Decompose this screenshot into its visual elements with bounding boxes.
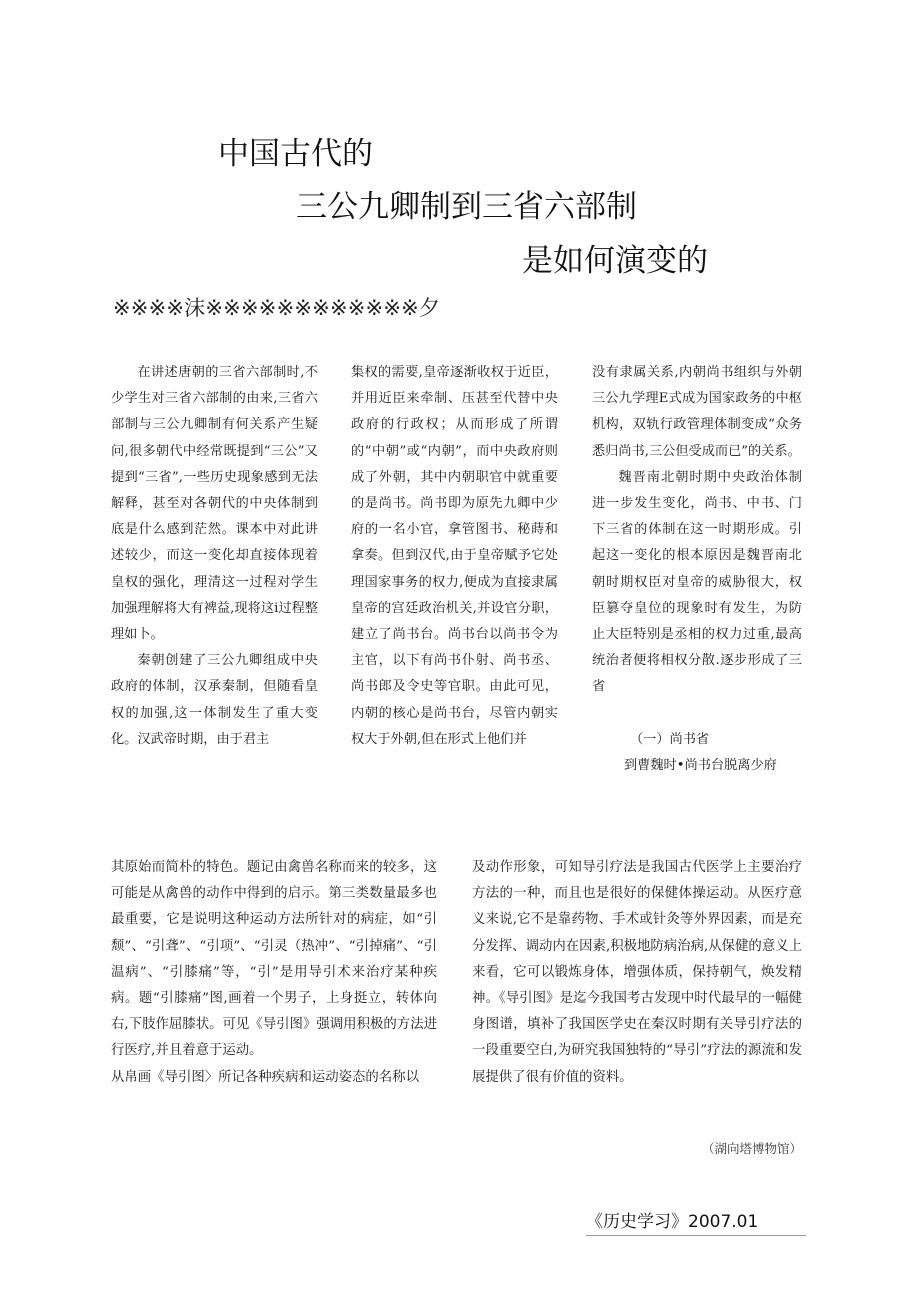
article-column-3	[592, 360, 802, 779]
section-heading: （一）尚书省	[630, 731, 710, 747]
journal-name: 《历史学习》	[586, 1212, 688, 1232]
article-column-1	[111, 360, 318, 753]
title-line-1: 中国古代的	[218, 136, 373, 172]
section-lead: 到曹魏时•尚书台脱离少府	[624, 757, 777, 773]
author-credit: （湖向塔博物馆）	[701, 1141, 802, 1156]
insert-column-left	[111, 855, 437, 1091]
paragraph: 魏晋南北朝时期中央政治体制进一步发生变化，尚书、中书、门下三省的体制在这一时期形成。引起这一变化的根本原因是魏晋南北朝时期权臣对皇帝的威胁很大，权臣篡夺皇位的现象时有发生，为防止大臣特别是丞相的权力过重,最高统治者便将相权分散.逐步形成了三省	[592, 469, 802, 695]
paragraph: 没有隶属关系,内朝尚书组织与外朝三公九学理E式成为国家政务的中枢机构，双轨行政管理体制变成“众务悉归尚书,三公但受成而已”的关系。	[592, 365, 802, 459]
decorative-divider: ※※※※沫※※※※※※※※※※※※夕	[113, 296, 441, 320]
title-line-3: 是如何演变的	[522, 243, 708, 279]
paragraph: 从帛画《导引图〉所记各种疾病和运动姿态的名称以	[111, 1069, 419, 1085]
article-column-2	[351, 360, 558, 753]
title-line-2: 三公九卿制到三省六部制	[296, 189, 637, 225]
paragraph: 在讲述唐朝的三省六部制时,不少学生对三省六部制的由来,三省六部制与三公九卿制有何关系产生疑问,很多朝代中经常既提到“三公”又提到“三省”,一些历史现象感到无法解释，甚至对各朝代的中央体制到底是什么感到茫然。课本中对此讲述较少，而这一变化却直接体现着皇权的强化，理清这一过程对学生加强理解将大有裨益,现将这i过程整理如卜。	[111, 365, 318, 643]
paragraph: 其原始而简朴的特色。题记由禽兽名称而来的较多，这可能是从禽兽的动作中得到的启示。第三类数量最多也最重要，它是说明这种运动方法所针对的病症，如“引颓”、“引聋”、“引项”、“引灵（热冲”、“引掉痛”、“引温病”、“引膝痛”等，“引”是用导引术来治疗某种疾病。题“引膝痛”图,画着一个男子，上身挺立，转体向右,下肢作屈膝状。可见《导引图》强调用积极的方法进行医疗,并且着意于运动。	[111, 860, 437, 1059]
paragraph: 及动作形象，可知导引疗法是我国古代医学上主要治疗方法的一种，而且也是很好的保健体操运动。从医疗意义来说,它不是靠药物、手术或针灸等外界因素，而是充分发挥、调动内在因素,积极地防病治病,从保健的意义上来看，它可以锻炼身体，增强体质，保持朝气，焕发精神。《导引图》是迄今我国考古发现中时代最早的一幅健身图谱，填补了我国医学史在秦汉时期有关导引疗法的一段重要空白,为研究我国独特的“导引”疗法的源流和发展提供了很有价值的资料。	[472, 860, 802, 1085]
insert-column-right	[472, 855, 802, 1091]
issue-number: 2007.01	[688, 1212, 759, 1232]
journal-footer	[586, 1209, 806, 1236]
paragraph: 集权的需要,皇帝逐渐收权于近臣，并用近臣来牵制、压甚至代替中央政府的行政权；从而形成了所谓的“中朝”或“内朝”，而中央政府则成了外朝，其中内朝职官中就重要的是尚书。尚书即为原先九卿中少府的一名小官，拿管图书、秘蒔和拿奏。但到汉代,由于皇帝赋予它处理国家事务的权力,便成为直接隶属皇帝的宫廷政治机关,并设官分职，建立了尚书台。尚书台以尚书令为主官，以下有尚书仆射、尚书丞、尚书郎及令史等官职。由此可见，内朝的核心是尚书台，尽管内朝实权大于外朝,但在形式上他们并	[351, 365, 558, 747]
paragraph: 秦朝创建了三公九卿组成中央政府的体制，汉承秦制，但随看皇权的加强,这一体制发生了重大变化。汉武帝时期，由于君主	[111, 653, 318, 747]
